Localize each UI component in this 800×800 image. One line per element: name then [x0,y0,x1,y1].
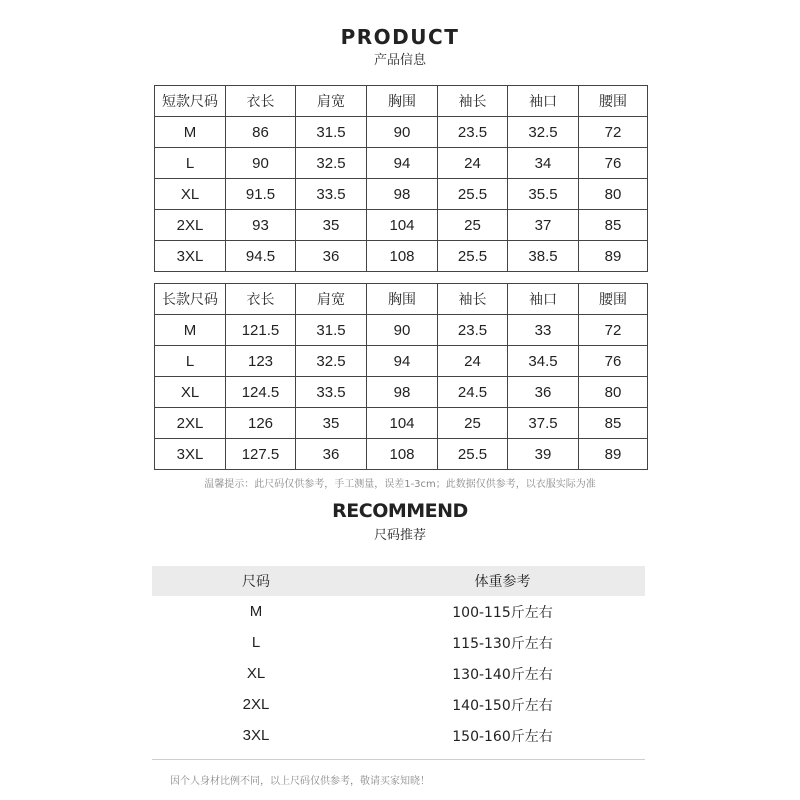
table-row [155,377,648,408]
table-row [152,658,645,689]
long-header-waist: 腰围 [579,284,648,315]
table-row [155,241,648,272]
short-header-waist: 腰围 [579,86,648,117]
table-row [155,439,648,470]
table-cell: L [251,634,261,651]
table-cell: 2XL [155,210,226,241]
table-cell: 89 [579,241,648,272]
long-header-chest: 胸围 [367,284,438,315]
product-subtitle: 产品信息 [373,53,426,68]
long-header-cuff: 袖口 [508,284,579,315]
table-cell: 76 [579,148,648,179]
recommend-header-size: 尺码 [152,566,360,596]
table-cell: 31.5 [296,315,367,346]
recommend-subtitle: 尺码推荐 [373,528,426,543]
table-cell: 126 [226,408,296,439]
table-cell: 25 [438,210,508,241]
table-cell: 34 [508,148,579,179]
table-cell: XL [155,179,226,210]
table-cell: 90 [367,117,438,148]
table-cell: 2XL [242,696,270,713]
table-cell: 86 [226,117,296,148]
table-cell: 38.5 [508,241,579,272]
table-cell: 25.5 [438,179,508,210]
table-cell: 24 [438,346,508,377]
table-cell: XL [155,377,226,408]
table-cell: 130-140斤左右 [452,666,553,683]
measurement-tip: 温馨提示：此尺码仅供参考，手工测量，误差1-3cm；此数据仅供参考，以衣服实际为准 [204,479,596,490]
table-cell: 25.5 [438,439,508,470]
table-cell: 140-150斤左右 [452,697,553,714]
long-size-table [154,283,648,470]
table-cell: 34.5 [508,346,579,377]
long-header-sleeve: 袖长 [438,284,508,315]
table-row [155,346,648,377]
short-header-chest: 胸围 [367,86,438,117]
table-cell: 24.5 [438,377,508,408]
table-cell: 23.5 [438,315,508,346]
table-cell: 94 [367,346,438,377]
table-cell: 115-130斤左右 [452,635,553,652]
table-cell: 36 [296,439,367,470]
table-cell: XL [246,665,266,682]
bottom-note: 因个人身材比例不同，以上尺码仅供参考，敬请买家知晓！ [170,776,430,787]
long-header-shoulder: 肩宽 [296,284,367,315]
table-cell: 33 [508,315,579,346]
table-cell: 108 [367,241,438,272]
table-cell: 36 [296,241,367,272]
table-cell: 23.5 [438,117,508,148]
table-cell: 104 [367,408,438,439]
table-cell: 3XL [242,727,270,744]
table-cell: 31.5 [296,117,367,148]
table-cell: 35 [296,408,367,439]
recommend-table [152,566,645,751]
table-row [155,210,648,241]
table-cell: 80 [579,179,648,210]
table-cell: L [155,346,226,377]
table-cell: 72 [579,315,648,346]
table-cell: 33.5 [296,179,367,210]
table-cell: 25.5 [438,241,508,272]
table-row [155,148,648,179]
table-cell: 35.5 [508,179,579,210]
table-cell: 108 [367,439,438,470]
short-table-header-row [155,86,648,117]
table-cell: 39 [508,439,579,470]
table-cell: 36 [508,377,579,408]
table-cell: 35 [296,210,367,241]
table-cell: 91.5 [226,179,296,210]
table-cell: 25 [438,408,508,439]
table-cell: 90 [226,148,296,179]
table-cell: 121.5 [226,315,296,346]
recommend-header-weight: 体重参考 [360,566,645,596]
short-header-length: 衣长 [226,86,296,117]
short-header-cuff: 袖口 [508,86,579,117]
table-cell: 37.5 [508,408,579,439]
long-header-length: 衣长 [226,284,296,315]
table-row [152,627,645,658]
table-cell: 37 [508,210,579,241]
table-cell: 124.5 [226,377,296,408]
table-cell: 98 [367,179,438,210]
table-cell: 32.5 [296,346,367,377]
table-cell: 80 [579,377,648,408]
table-row [152,689,645,720]
table-row [152,596,645,627]
table-cell: 123 [226,346,296,377]
short-header-sleeve: 袖长 [438,86,508,117]
table-row [155,408,648,439]
table-cell: 90 [367,315,438,346]
recommend-title: RECOMMEND [332,500,468,522]
recommend-header-row [152,566,645,596]
table-cell: 89 [579,439,648,470]
table-cell: 85 [579,210,648,241]
table-cell: 127.5 [226,439,296,470]
table-cell: M [249,603,263,620]
table-cell: 33.5 [296,377,367,408]
table-cell: 94.5 [226,241,296,272]
table-cell: 32.5 [296,148,367,179]
table-cell: 93 [226,210,296,241]
table-cell: M [155,117,226,148]
long-header-size: 长款尺码 [155,284,226,315]
table-cell: 98 [367,377,438,408]
short-header-size: 短款尺码 [155,86,226,117]
table-cell: 100-115斤左右 [452,604,553,621]
table-cell: 104 [367,210,438,241]
table-cell: 94 [367,148,438,179]
table-cell: 85 [579,408,648,439]
table-cell: 150-160斤左右 [452,728,553,745]
table-row [152,720,645,751]
table-cell: M [155,315,226,346]
table-cell: 24 [438,148,508,179]
table-row [155,315,648,346]
table-cell: 72 [579,117,648,148]
table-row [155,179,648,210]
recommend-divider [152,759,645,760]
short-size-table [154,85,648,272]
table-cell: L [155,148,226,179]
table-cell: 76 [579,346,648,377]
table-row [155,117,648,148]
long-table-header-row [155,284,648,315]
table-cell: 2XL [155,408,226,439]
table-cell: 3XL [155,439,226,470]
table-cell: 3XL [155,241,226,272]
product-title: PRODUCT [340,25,460,49]
table-cell: 32.5 [508,117,579,148]
short-header-shoulder: 肩宽 [296,86,367,117]
